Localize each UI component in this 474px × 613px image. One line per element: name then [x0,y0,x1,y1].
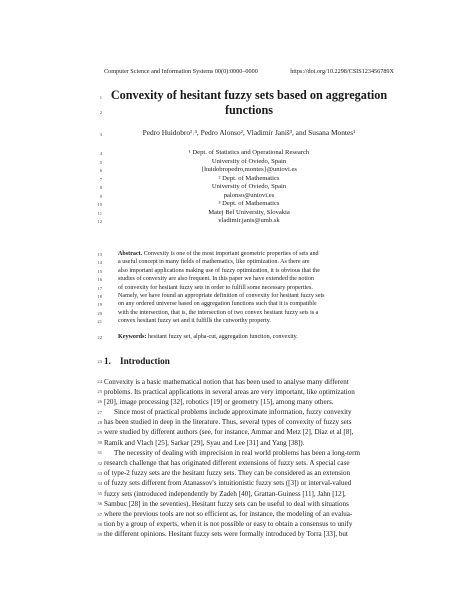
line-number: 27 [97,409,102,415]
line-number: 5 [99,159,102,165]
line-number: 24 [97,379,102,384]
keywords-line [118,333,380,341]
affiliation-line: University of Oviedo, Spain [211,157,287,165]
line-number: 1 [99,95,102,100]
abstract-line: a useful concept in many fields of mathematics, like optimization. As there are [118,259,310,266]
line-number: 14 [97,260,102,266]
line-number: 15 [97,268,102,274]
abstract-text: Convexity is one of the most important geometric properties of sets and [143,251,319,257]
abstract-line: with the intersection, that is, the intersection of two convex hesitant fuzzy sets is a [118,309,319,316]
section-heading [104,356,170,366]
line-number: 29 [97,430,102,435]
line-number: 23 [97,359,102,364]
body-line: Sambuc [28] in the seventies). Hesitant fuzzy sets can be useful to deal with situations [104,499,349,508]
body-line: research challenge that has originated different extensions of fuzzy sets. A special case [104,459,350,467]
abstract [118,250,380,326]
section-title: Introduction [120,356,170,366]
body-line: [20], image processing [32], robotics [19] or geometry [15], among many others. [104,397,334,406]
abstract-line: Namely, we have found an appropriate definition of convexity for hesitant fuzzy sets [118,292,325,299]
abstract-line: of convexity for hesitant fuzzy sets in order to fulfill some necessary properties. [118,284,313,291]
line-number: 32 [97,460,102,466]
body-line: fuzzy sets (introduced independently by Zadeh [40], Grattan-Guiness [11], Jahn [12], [104,489,346,498]
line-number: 18 [97,294,102,299]
abstract-line: on any ordered universe based on aggregation functions such that it is compatible [118,301,317,308]
line-number: 8 [99,185,102,190]
line-number: 30 [97,440,102,446]
abstract-label: Abstract. [118,251,143,257]
running-head [104,68,394,75]
line-number: 12 [97,219,102,224]
line-number: 25 [97,389,102,395]
body-line: where the previous tools are not so efficient as, for instance, the modeling of an evalua- [104,509,353,518]
abstract-line: studies of convexity are also frequent. In this paper we have extended the notion [118,276,314,283]
line-number: 39 [97,532,102,537]
affiliation-line: ² Dept. of Mathematics [218,174,280,182]
line-number: 31 [97,450,102,456]
line-number: 13 [97,252,102,257]
body-line: Convexity is a basic mathematical notion that has been used to analyse many different [104,377,349,386]
line-number: 17 [97,285,102,291]
journal-name: Computer Science and Information Systems 00(0):0000–0000 [104,68,258,75]
line-number: 35 [97,491,102,497]
affiliation-line: ³ Dept. of Mathematics [218,200,280,207]
line-number: 33 [97,470,102,476]
line-number: 19 [97,302,102,308]
body-line: of fuzzy sets different from Atanassov's intuitionistic fuzzy sets ([3]) or interval-valued [104,479,352,488]
line-number: 28 [97,419,102,425]
line-number: 34 [97,481,102,486]
doi-link[interactable]: https://doi.org/10.2298/CSIS123456789X [290,68,394,75]
body-line: were studied by different authors (see, for instance, Ammar and Metz [2], Díaz et al [8], [104,428,354,437]
body-line: the different opinions. Hesitant fuzzy sets were formally introduced by Torra [33], but [104,530,348,539]
affiliation-line: ¹ Dept. of Statistics and Operational Research [188,149,310,156]
author-list: Pedro Huidobro¹˒³, Pedro Alonso², Vladimír Janiš³, and Susana Montes¹ [142,128,356,137]
body-line: problems. Its practical applications in several areas are very important, like optimization [104,387,355,396]
body-text [104,377,394,540]
affiliation-email[interactable]: {huidobropedro,montes}@uniovi.es [201,166,297,173]
line-number: 26 [97,399,102,405]
line-number: 9 [99,193,102,199]
line-number: 36 [97,501,102,507]
line-number: 22 [97,335,102,340]
line-number: 20 [97,310,102,316]
line-number: 3 [99,132,102,137]
line-number: 2 [99,110,102,115]
paper-title [104,88,394,118]
affiliation-line: University of Oviedo, Spain [211,183,287,190]
affiliation-email[interactable]: palonso@uniovi.es [223,191,275,199]
keywords [118,333,380,341]
line-number: 37 [97,511,102,517]
abstract-line [118,250,380,258]
line-number: 21 [97,319,102,325]
body-line: has been studied in deep in the literature. Thus, several types of convexity of fuzzy sets [104,418,352,427]
body-line: of type-2 fuzzy sets are the hesitant fuzzy sets. They can be considered as an extension [104,469,351,478]
line-number: 6 [99,168,102,173]
body-line: The necessity of dealing with imprecision in real world problems has been a long-term [114,448,361,457]
line-number: 10 [97,202,102,207]
line-number: 16 [97,277,102,283]
keywords-text: hesitant fuzzy set, alpha-cut, aggregation function, convexity. [147,334,298,340]
affiliation-email[interactable]: vladimir.janis@umb.sk [218,217,280,224]
keywords-label: Keywords: [118,334,147,340]
line-number: 11 [97,210,102,216]
body-line: Ramík and Vlach [25], Sarkar [29], Syau and Lee [31] and Yang [38]). [104,438,305,447]
line-number: 4 [99,151,102,156]
abstract-line: convex hesitant fuzzy set and it fulfills the cutworthy property. [118,318,271,325]
section-number: 1. [104,356,111,366]
abstract-line: also important applications making use of fuzzy optimization, it is obvious that the [118,267,320,274]
line-number: 38 [97,521,102,527]
body-line: tion by a group of experts, when it is not possible or easy to obtain a consensus to unify [104,520,353,529]
body-line: Since most of practical problems include approximate information, fuzzy convexity [114,408,352,417]
line-number: 7 [99,176,102,182]
title-line: Convexity of hesitant fuzzy sets based on aggregation [110,88,388,102]
title-line: functions [224,103,274,117]
affiliation-line: Matej Bel University, Slovakia [208,208,290,216]
